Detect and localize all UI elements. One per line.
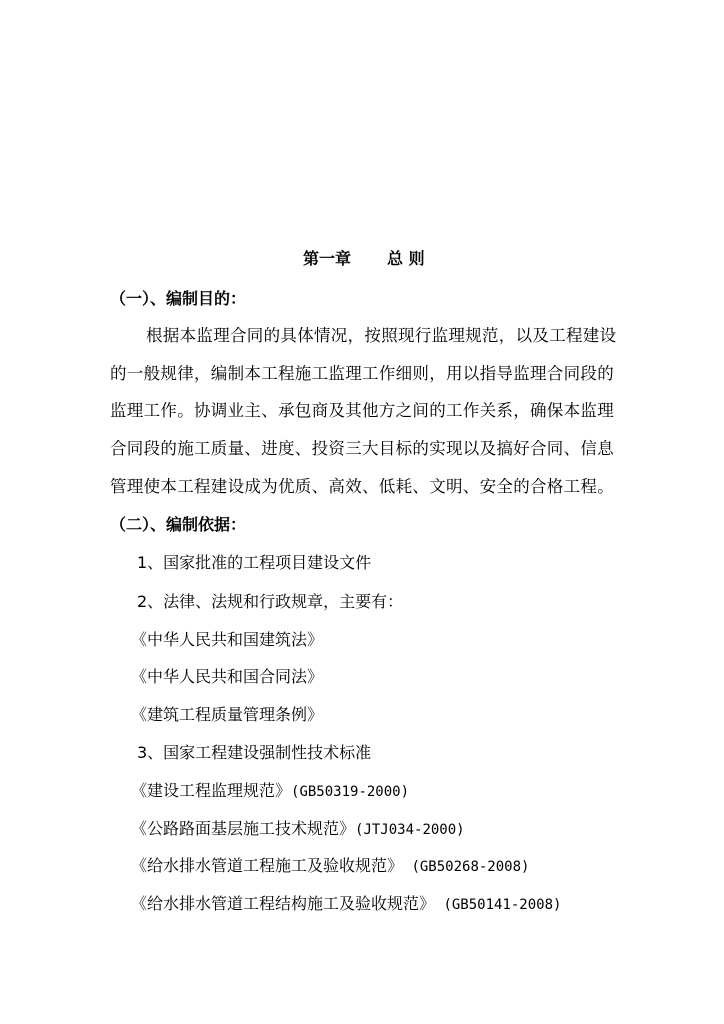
- standard-code: (JTJ034-2000): [355, 822, 465, 838]
- paragraph-line: 监理工作。协调业主、承包商及其他方之间的工作关系，确保本监理: [110, 401, 614, 420]
- standard-code: (GB50141-2008): [435, 897, 562, 913]
- section-heading-purpose: （一）、编制目的：: [110, 289, 247, 308]
- list-item: 2、法律、法规和行政规章，主要有：: [137, 592, 404, 611]
- law-item: 《中华人民共和国合同法》: [131, 667, 324, 686]
- standard-item: [131, 819, 465, 840]
- paragraph-line: 的一般规律，编制本工程施工监理工作细则，用以指导监理合同段的: [110, 364, 614, 383]
- paragraph-line: 管理使本工程建设成为优质、高效、低耗、文明、安全的合格工程。: [110, 477, 614, 496]
- section-heading-basis: （二）、编制依据：: [110, 515, 247, 534]
- standard-item: [131, 856, 529, 877]
- law-item: 《建筑工程质量管理条例》: [131, 705, 324, 724]
- paragraph-line: 合同段的施工质量、进度、投资三大目标的实现以及搞好合同、信息: [110, 439, 614, 458]
- chapter-title: [303, 249, 425, 269]
- standard-item: [131, 894, 561, 915]
- standard-code: (GB50268-2008): [403, 859, 530, 875]
- list-item: 3、国家工程建设强制性技术标准: [137, 743, 372, 762]
- list-item: 1、国家批准的工程项目建设文件: [137, 553, 372, 572]
- paragraph-line: 根据本监理合同的具体情况，按照现行监理规范，以及工程建设: [146, 326, 617, 345]
- standard-name: 《给水排水管道工程结构施工及验收规范》: [131, 894, 436, 913]
- standard-name: 《给水排水管道工程施工及验收规范》: [131, 856, 404, 875]
- standard-code: (GB50319-2000): [291, 784, 410, 800]
- chapter-name: 总 则: [387, 249, 425, 268]
- standard-name: 《公路路面基层施工技术规范》: [131, 819, 356, 838]
- law-item: 《中华人民共和国建筑法》: [131, 630, 324, 649]
- chapter-number: 第一章: [303, 249, 352, 268]
- standard-item: [131, 781, 409, 802]
- standard-name: 《建设工程监理规范》: [131, 781, 292, 800]
